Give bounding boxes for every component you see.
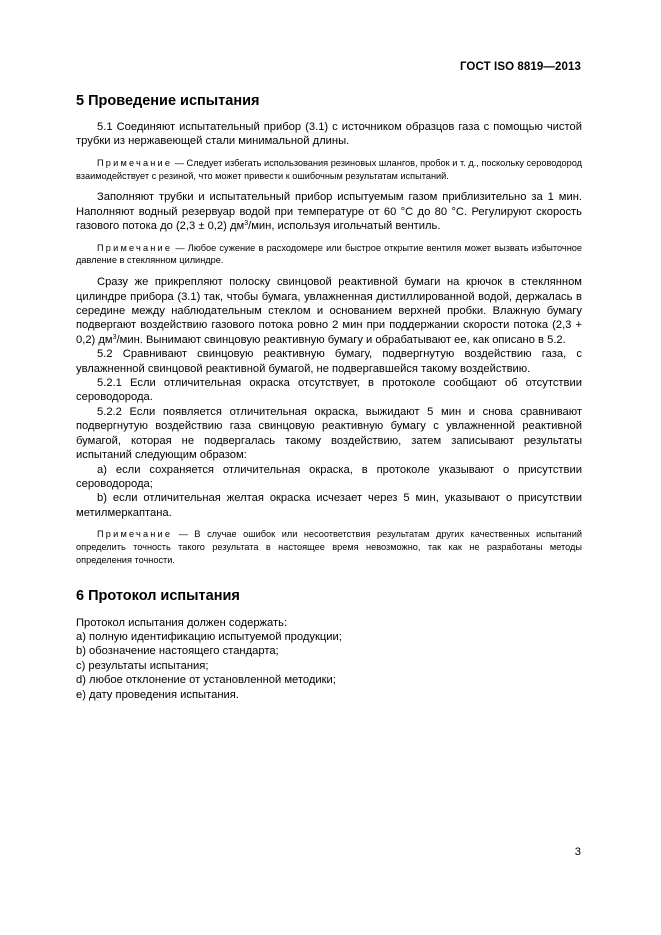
list-item: c) результаты испытания; <box>76 659 209 672</box>
paragraph-5-1: 5.1 Соединяют испытательный прибор (3.1) с источником образцов газа с помощью чистой трубки из нержавеющей стали минимальной длины. <box>76 121 582 148</box>
note-text: — В случае ошибок или несоответствия результатам других качественных испытаний определить точность такого результата в настоящее время невозможно, так как не разработаны методы определения точности. <box>76 529 582 565</box>
note-text: — Любое сужение в расходомере или быстрое открытие вентиля может вызвать избыточное давление в стеклянном цилиндре. <box>76 242 582 266</box>
list-item: b) обозначение настоящего стандарта; <box>76 645 279 658</box>
list-item: a) полную идентификацию испытуемой продукции; <box>76 630 342 643</box>
section-6-title: 6 Протокол испытания <box>76 587 240 604</box>
note-text: — Следует избегать использования резиновых шлангов, пробок и т. д., поскольку сероводород взаимодействует с резиной, что может привести к ошибочным результатам испытаний. <box>76 157 582 181</box>
paragraph-attach-paper: Сразу же прикрепляют полоску свинцовой реактивной бумаги на крючок в стеклянном цилиндре прибора (3.1) так, чтобы бумага, увлажненная дистиллированной водой, держалась в середине между наблюдательным стеклом и основанием верхней пробки. Влажную бумагу подвергают воздействию газового потока ровно 2 мин при поддержании скорости потока (2,3 + 0,2) $дм^3$/мин. Вынимают свинцовую реактивную бумагу и обрабатывают ее, как описано в 5.2. <box>76 276 582 346</box>
paragraph-item-a: a) если сохраняется отличительная окраска, в протоколе указывают о присутствии сероводорода; <box>76 463 582 490</box>
note-label: Примечание <box>97 242 173 253</box>
paragraph-5-2: 5.2 Сравнивают свинцовую реактивную бумагу, подвергнутую воздействию газа, с увлажненной свинцовой реактивной бумагой, не подвергавшейся такому воздействию. <box>76 348 582 375</box>
paragraph-fill-tubes: Заполняют трубки и испытательный прибор испытуемым газом приблизительно за 1 мин. Наполняют водный резервуар водой при температуре от 60 °С до 80 °С. Регулируют скорость газового потока до (2,3 ± 0,2) $дм^3$/мин, используя игольчатый вентиль. <box>76 191 582 233</box>
note-1 <box>76 157 582 183</box>
list-item: d) любое отклонение от установленной методики; <box>76 674 336 687</box>
note-label: Примечание <box>97 157 173 168</box>
paragraph-5-2-1: 5.2.1 Если отличительная окраска отсутствует, в протоколе сообщают об отсутствии сероводорода. <box>76 377 582 404</box>
paragraph-5-2-2: 5.2.2 Если появляется отличительная окраска, выжидают 5 мин и снова сравнивают подвергнутую воздействию газа свинцовую реактивную бумагу с увлажненной реактивной бумагой, которая не подвергалась такому воздействию, затем записывают результаты испытаний следующим образом: <box>76 405 582 462</box>
section-5-title: 5 Проведение испытания <box>76 93 260 109</box>
paragraph-item-b: b) если отличительная желтая окраска исчезает через 5 мин, указывают о присутствии метилмеркаптана. <box>76 492 582 519</box>
document-content <box>76 92 582 702</box>
standard-header: ГОСТ ISO 8819—2013 <box>459 61 581 73</box>
list-item: e) дату проведения испытания. <box>76 688 239 701</box>
protocol-list <box>76 630 582 702</box>
page-number: 3 <box>574 846 581 858</box>
note-3 <box>76 528 582 566</box>
note-2 <box>76 242 582 268</box>
note-label: Примечание <box>97 529 173 540</box>
protocol-intro: Протокол испытания должен содержать: <box>76 616 288 629</box>
